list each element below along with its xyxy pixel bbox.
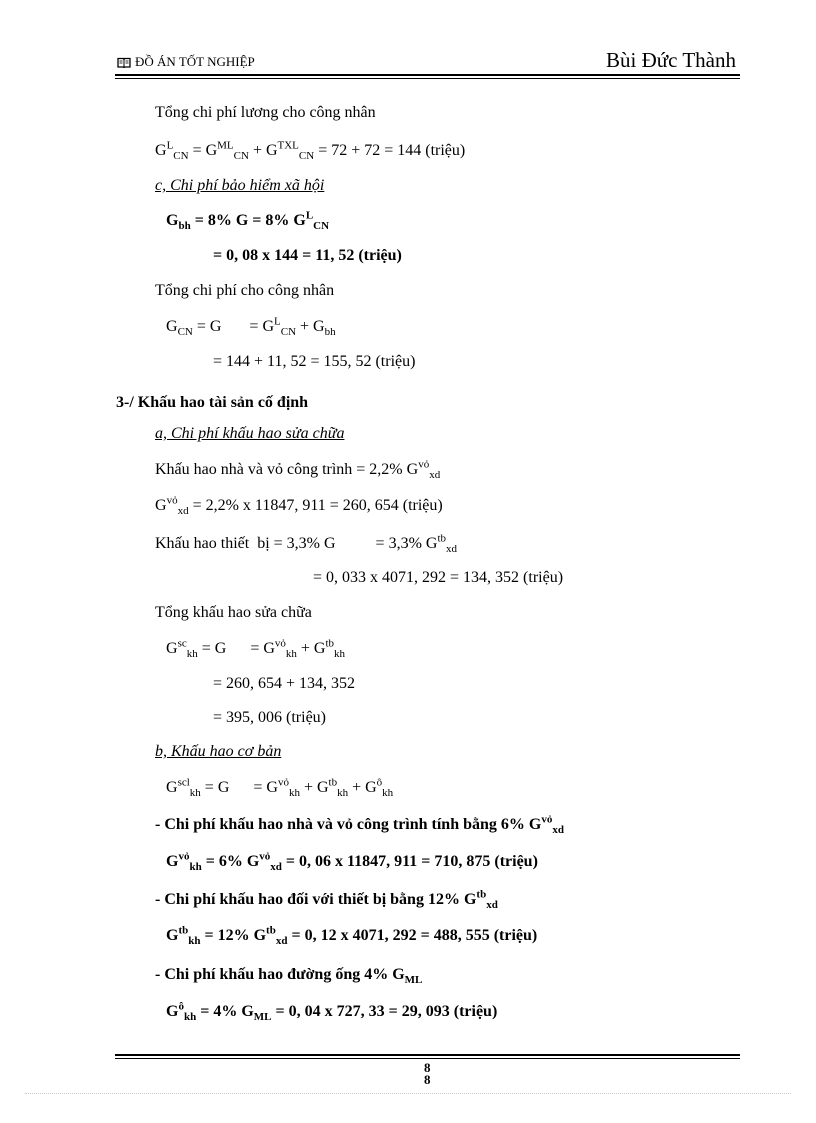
book-icon: [117, 57, 131, 68]
header-rule-thin: [115, 78, 740, 79]
section-heading: a, Chi phí khấu hao sửa chữa: [155, 425, 345, 442]
header-left: [117, 54, 255, 70]
formula-line: - Chi phí khấu hao đối với thiết bị bằng 12% $G^{tb}_{xd}$: [155, 888, 498, 912]
formula-line: = 0, 033 x 4071, 292 = 134, 352 (triệu): [313, 569, 564, 586]
section-heading: b, Khấu hao cơ bản: [155, 743, 282, 760]
formula-line: $G^{vỏ}_{kh} = 6\%$ $G^{vỏ}_{xd} = 0$, 06 x 11847, 911 = 710, 875 (triệu): [166, 850, 538, 874]
formula-line: = 395, 006 (triệu): [213, 709, 326, 726]
formula-line: - Chi phí khấu hao đường ống 4% $G_{ML}$: [155, 966, 423, 987]
section-title: 3-/ Khấu hao tài sản cố định: [116, 394, 309, 411]
formula-line: = 0, 08 x 144 = 11, 52 (triệu): [213, 247, 402, 264]
header-rule: [115, 74, 740, 76]
formula-line: = 144 + 11, 52 = 155, 52 (triệu): [213, 353, 416, 370]
header-author: Bùi Đức Thành: [606, 48, 736, 72]
footer-rule: [115, 1054, 740, 1056]
text-line: Tổng chi phí lương cho công nhân: [155, 104, 376, 121]
formula-line: $G^{tb}_{kh} = 12\%$ $G^{tb}_{xd} = 0$, 12 x 4071, 292 = 488, 555 (triệu): [166, 924, 538, 948]
formula-line: $G^{vỏ}_{xd} = 2,2\%$ x 11847, 911 = 260, 654 (triệu): [155, 494, 443, 518]
formula-line: $G^{scl}_{kh} = G$ = $G^{vỏ}_{kh} + G^{tb}_{kh} + G^ô_{kh}$: [166, 776, 394, 800]
formula-line: Khấu hao thiết bị = 3,3% G = 3,3% $G^{tb}_{xd}$: [155, 532, 458, 556]
header-title: ĐỒ ÁN TỐT NGHIỆP: [135, 54, 255, 69]
formula-line: $G^{sc}_{kh} = G$ = $G^{vỏ}_{kh} + G^{tb}_{kh}$: [166, 637, 346, 661]
formula-line: $G^L_{CN} = G^{ML}_{CN} + G^{TXL}_{CN} = 72 + 72 = 144$ (triệu): [155, 139, 466, 163]
footer-rule-thin: [115, 1058, 740, 1059]
section-heading: c, Chi phí bảo hiểm xã hội: [155, 177, 325, 194]
text-line: Tổng khấu hao sửa chữa: [155, 604, 312, 621]
page-number: 8 8: [424, 1060, 431, 1087]
text-line: Tổng chi phí cho công nhân: [155, 282, 335, 299]
formula-line: $G_{bh} = 8\%$ G = 8% $G^L_{CN}$: [166, 209, 330, 233]
page-bottom-divider: [25, 1093, 791, 1094]
formula-line: - Chi phí khấu hao nhà và vỏ công trình tính bằng 6% $G^{vỏ}_{xd}$: [155, 813, 564, 837]
formula-line: = 260, 654 + 134, 352: [213, 675, 356, 692]
formula-line: $G^ô_{kh} = 4\%$ $G_{ML} = 0$, 04 x 727, 33 = 29, 093 (triệu): [166, 1000, 498, 1024]
formula-line: Khấu hao nhà và vỏ công trình = 2,2% $G^{vỏ}_{xd}$: [155, 458, 441, 482]
formula-line: $G_{CN} = G$ = $G^L_{CN} + G_{bh}$: [166, 315, 336, 339]
